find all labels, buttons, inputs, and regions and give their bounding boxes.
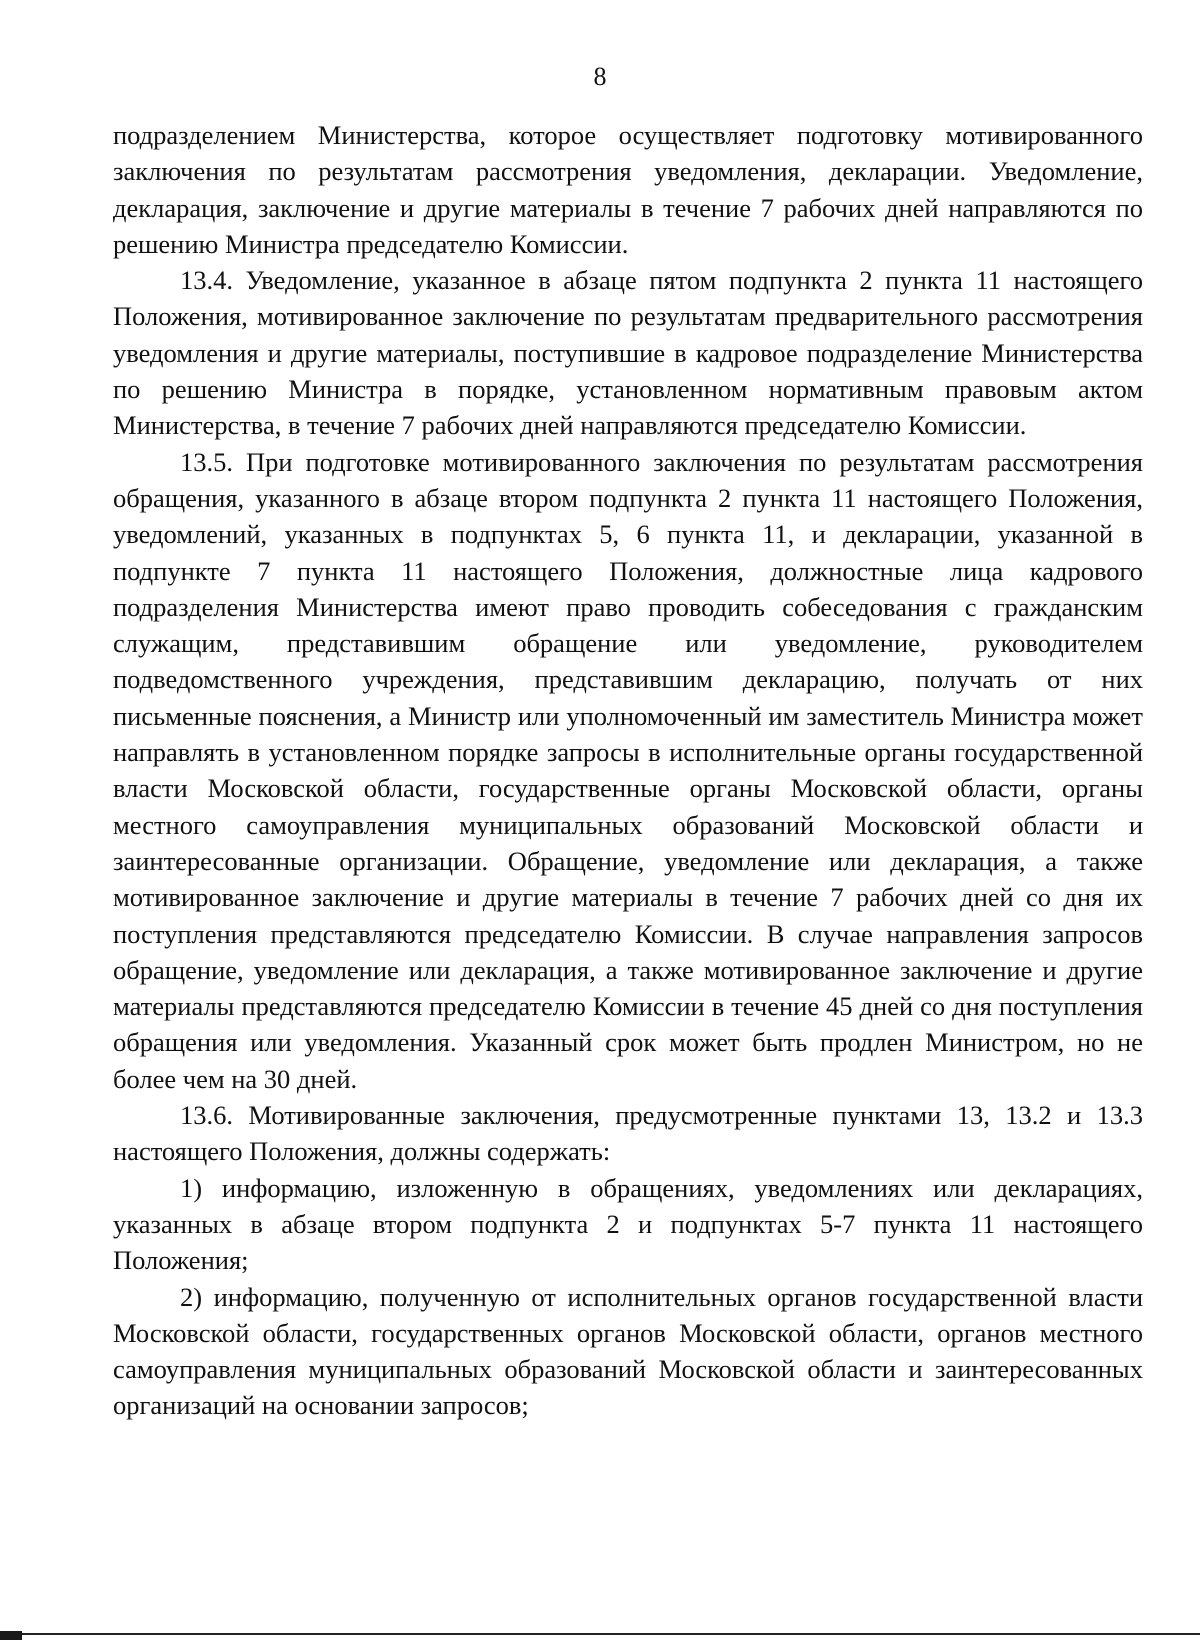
scan-edge-mark bbox=[0, 1631, 22, 1640]
page-number: 8 bbox=[593, 62, 607, 91]
paragraph-13-4: 13.4. Уведомление, указанное в абзаце пятом подпункта 2 пункта 11 настоящего Положения, мотивированное заключение по результатам предварительного рассмотрения уведомления и другие материалы, поступившие в кадровое подразделение Министерства по решению Министра в порядке, установленном нормативным правовым актом Министерства, в течение 7 рабочих дней направляются председателю Комиссии. bbox=[113, 265, 1143, 441]
list-item-1: 1) информацию, изложенную в обращениях, уведомлениях или декларациях, указанных в абзаце втором подпункта 2 и подпунктах 5-7 пункта 11 настоящего Положения; bbox=[113, 1172, 1143, 1276]
paragraph-13-5: 13.5. При подготовке мотивированного заключения по результатам рассмотрения обращения, указанного в абзаце втором подпункта 2 пункта 11 настоящего Положения, уведомлений, указанных в подпунктах 5, 6 пункта 11, и декларации, указанной в подпункте 7 пункта 11 настоящего Положения, должностные лица кадрового подразделения Министерства имеют право проводить собеседования с гражданским служащим, представившим обращение или уведомление, руководителем подведомственного учреждения, представившим декларацию, получать от них письменные пояснения, а Министр или уполномоченный им заместитель Министра может направлять в установленном порядке запросы в исполнительные органы государственной власти Московской области, государственные органы Московской области, органы местного самоуправления муниципальных образований Московской области и заинтересованные организации. Обращение, уведомление или декларация, а также мотивированное заключение и другие материалы в течение 7 рабочих дней со дня их поступления представляются председателю Комиссии. В случае направления запросов обращение, уведомление или декларация, а также мотивированное заключение и другие материалы представляются председателю Комиссии в течение 45 дней со дня поступления обращения или уведомления. Указанный срок может быть продлен Министром, но не более чем на 30 дней. bbox=[113, 446, 1143, 1094]
paragraph-13-6: 13.6. Мотивированные заключения, предусмотренные пунктами 13, 13.2 и 13.3 настоящего Положения, должны содержать: bbox=[113, 1100, 1143, 1167]
scan-edge-line bbox=[0, 1633, 1200, 1635]
paragraph-continuation: подразделением Министерства, которое осуществляет подготовку мотивированного заключения по результатам рассмотрения уведомления, декларации. Уведомление, декларация, заключение и другие материалы в течение 7 рабочих дней направляются по решению Министра председателю Комиссии. bbox=[113, 120, 1143, 259]
document-body bbox=[113, 117, 1143, 1424]
list-item-2: 2) информацию, полученную от исполнительных органов государственной власти Московской области, государственных органов Московской области, органов местного самоуправления муниципальных образований Московской области и заинтересованных организаций на основании запросов; bbox=[113, 1281, 1143, 1421]
